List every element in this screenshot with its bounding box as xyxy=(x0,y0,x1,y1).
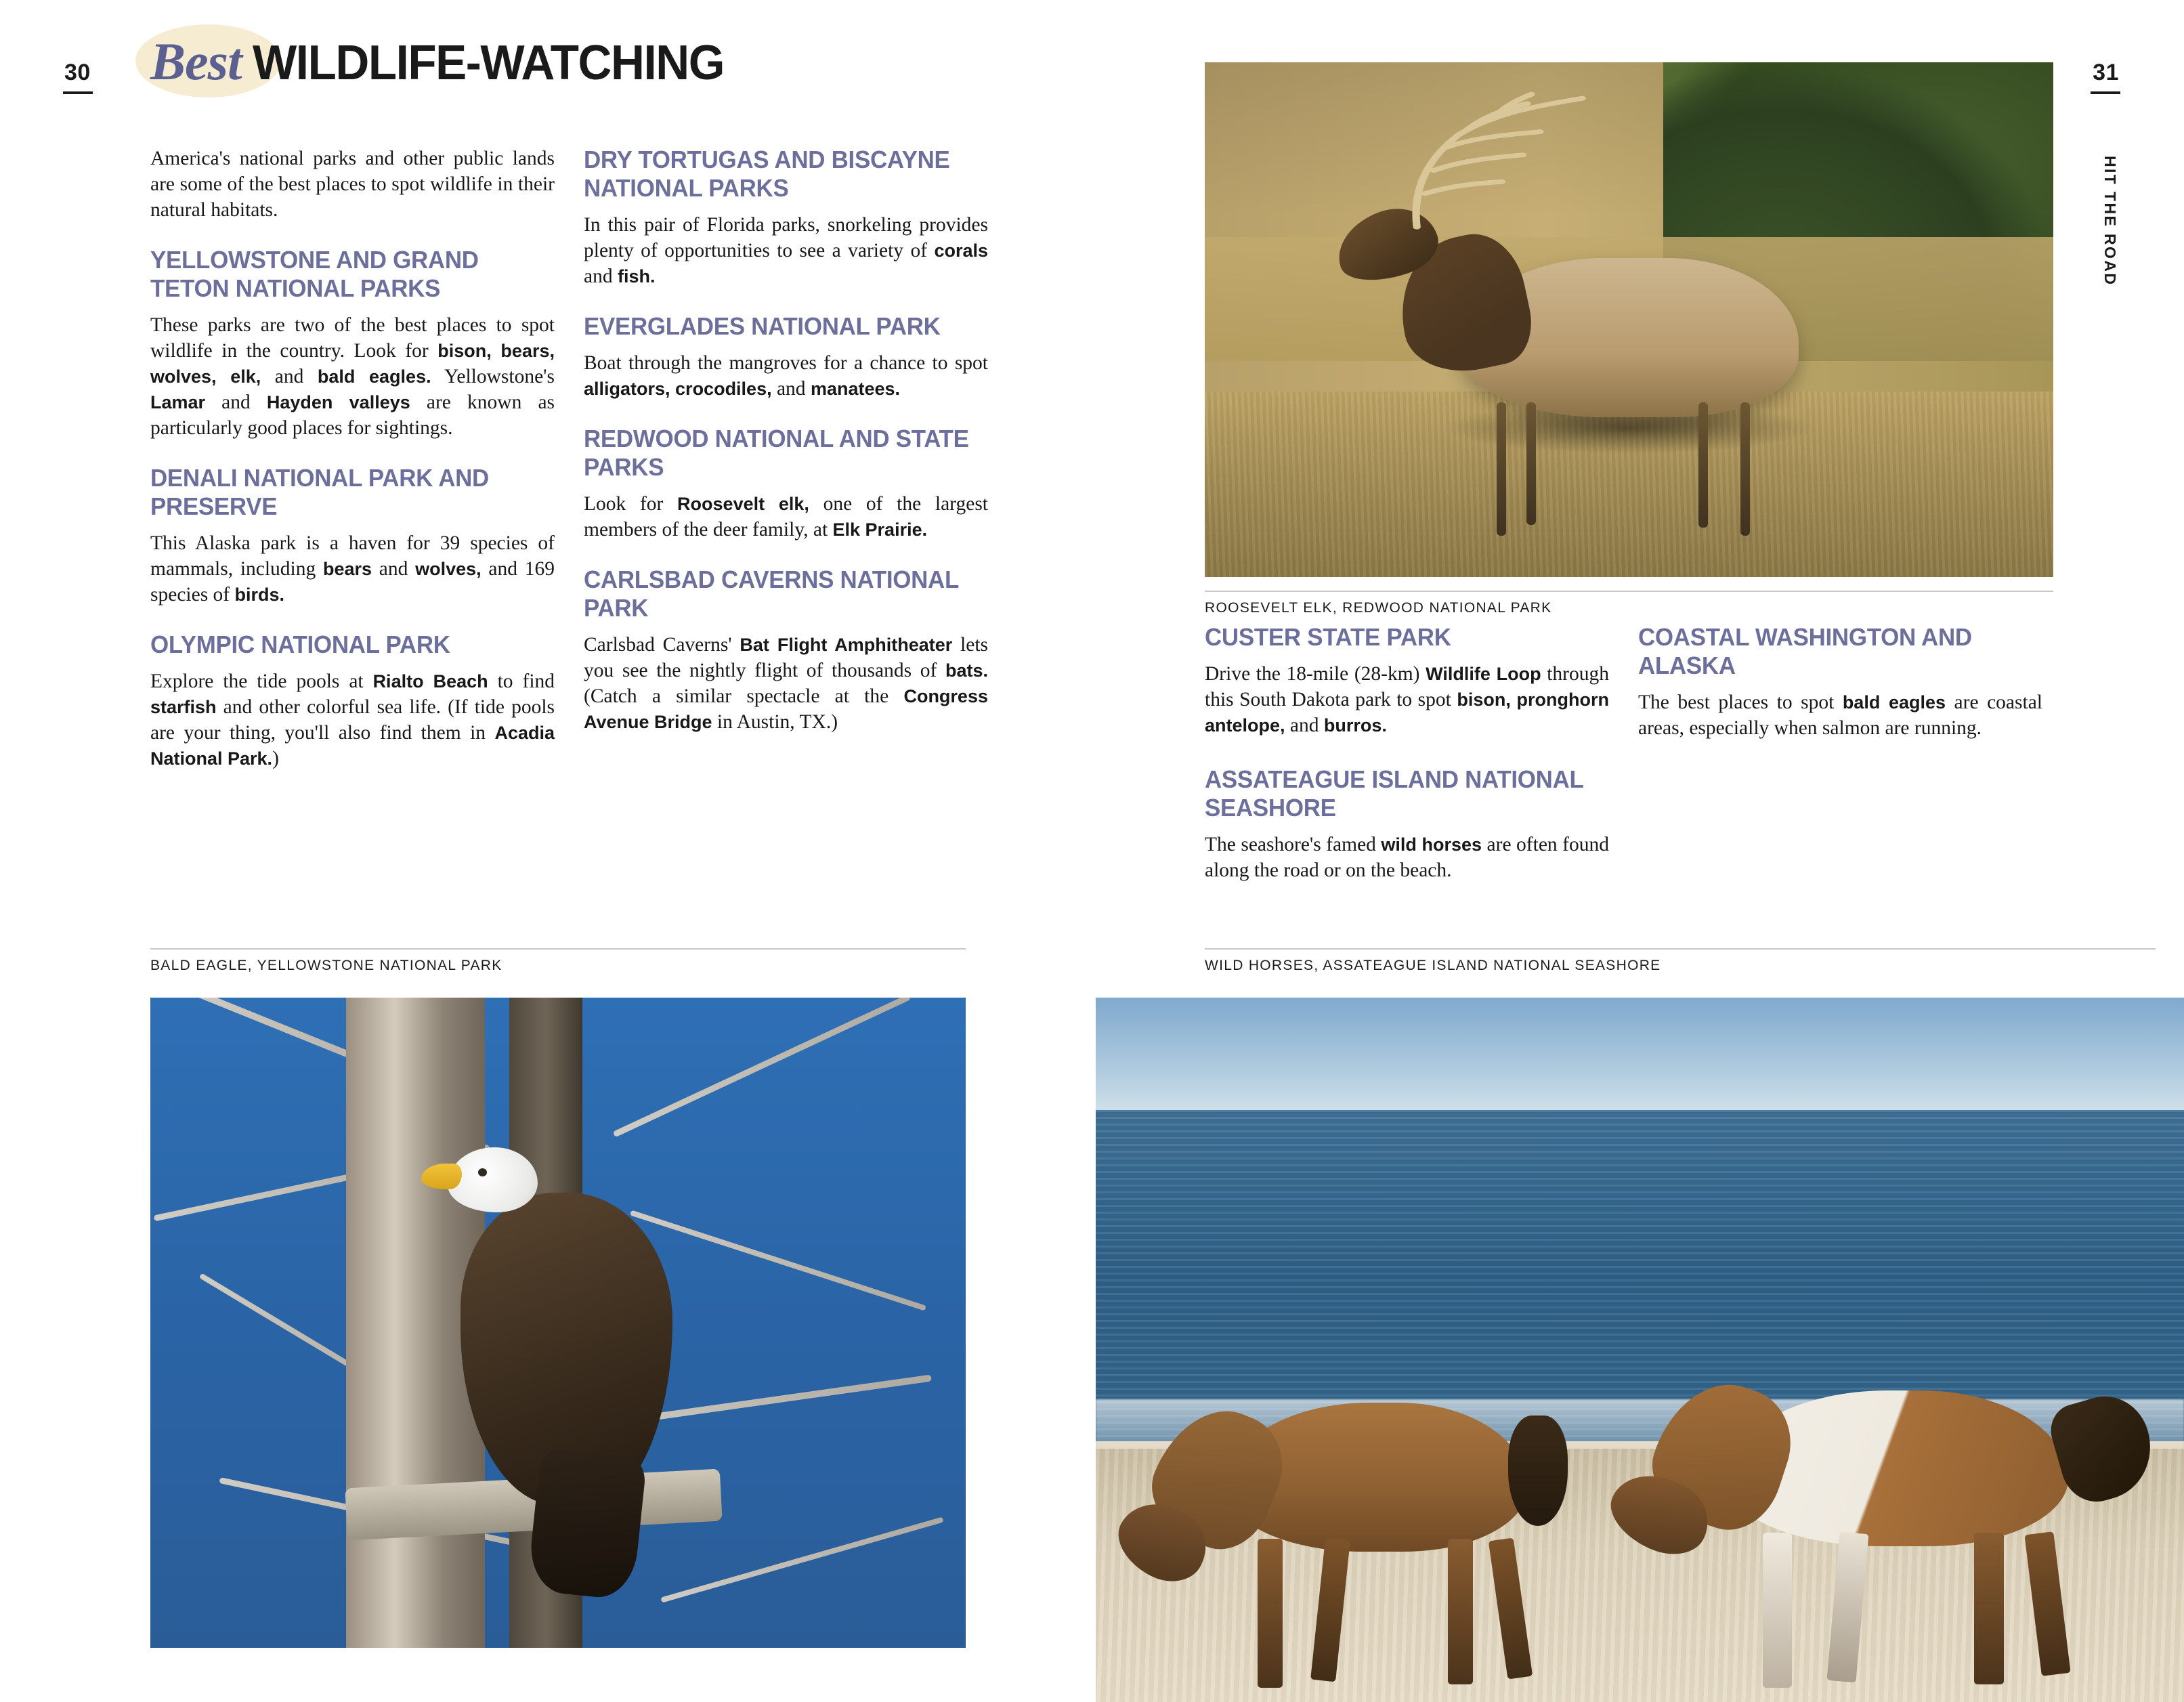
horses-caption: WILD HORSES, ASSATEAGUE ISLAND NATIONAL SEASHORE xyxy=(1205,958,1661,973)
section-body-denali: This Alaska park is a haven for 39 species of mammals, including bears and wolves, and 169 species of birds. xyxy=(150,532,555,605)
elk-antlers xyxy=(1366,88,1621,232)
section-body-yellowstone: These parks are two of the best places to spot wildlife in the country. Look for bison, bears, wolves, elk, and bald eagles. Yellowstone's Lamar and Hayden valleys are known as particularly good places for sightings. xyxy=(150,314,555,439)
caption-rule xyxy=(1205,591,2053,592)
section-body-assateague: The seashore's famed wild horses are often found along the road or on the beach. xyxy=(1205,834,1609,881)
left-column-1 xyxy=(150,146,555,789)
section-heading-yellowstone: YELLOWSTONE AND GRAND TETON NATIONAL PARKS xyxy=(150,246,479,302)
page-number-right: 31 xyxy=(2093,60,2119,85)
left-column-2 xyxy=(584,146,988,752)
section-heading-coastal: COASTAL WASHINGTON AND ALASKA xyxy=(1638,623,1972,679)
section-heading-assateague: ASSATEAGUE ISLAND NATIONAL SEASHORE xyxy=(1205,765,1583,822)
photo-bald-eagle xyxy=(150,998,966,1648)
section-body-carlsbad: Carlsbad Caverns' Bat Flight Amphitheater lets you see the nightly flight of thousands of bats. (Catch a similar spectacle at the Congress Avenue Bridge in Austin, TX.) xyxy=(584,634,988,733)
elk-caption: ROOSEVELT ELK, REDWOOD NATIONAL PARK xyxy=(1205,600,1552,616)
title-italic-word: Best xyxy=(150,32,242,91)
photo-roosevelt-elk xyxy=(1205,62,2053,577)
caption-rule xyxy=(150,948,966,950)
section-body-olympic: Explore the tide pools at Rialto Beach to find starfish and other colorful sea life. (If tide pools are your thing, you'll also find them in Acadia National Park.) xyxy=(150,671,555,769)
page-number-left: 30 xyxy=(64,60,91,85)
sky xyxy=(1096,998,2184,1110)
right-column-2 xyxy=(1638,623,2042,759)
intro-paragraph: America's national parks and other public lands are some of the best places to spot wildlife in their natural habitats. xyxy=(150,148,555,221)
section-heading-olympic: OLYMPIC NATIONAL PARK xyxy=(150,631,450,658)
eagle-caption-block xyxy=(150,948,966,974)
section-body-everglades: Boat through the mangroves for a chance to spot alligators, crocodiles, and manatees. xyxy=(584,352,988,400)
caption-rule xyxy=(1205,948,2156,950)
section-body-custer: Drive the 18-mile (28-km) Wildlife Loop through this South Dakota park to spot bison, pronghorn antelope, and burros. xyxy=(1205,663,1610,736)
page-left xyxy=(0,0,1084,1702)
section-heading-everglades: EVERGLADES NATIONAL PARK xyxy=(584,312,941,340)
running-head: HIT THE ROAD xyxy=(2101,156,2119,286)
section-heading-carlsbad: CARLSBAD CAVERNS NATIONAL PARK xyxy=(584,566,959,622)
page-title xyxy=(150,31,744,106)
elk-legs xyxy=(1484,402,1782,536)
right-column-1 xyxy=(1205,623,1609,901)
section-heading-dry-tortugas: DRY TORTUGAS AND BISCAYNE NATIONAL PARKS xyxy=(584,146,950,202)
elk-caption-block xyxy=(1205,591,2053,616)
section-body-redwood: Look for Roosevelt elk, one of the largest members of the deer family, at Elk Prairie. xyxy=(584,493,988,540)
horse-brown xyxy=(1117,1364,1618,1688)
eagle-eye xyxy=(478,1168,487,1176)
section-heading-denali: DENALI NATIONAL PARK AND PRESERVE xyxy=(150,464,489,520)
section-heading-redwood: REDWOOD NATIONAL AND STATE PARKS xyxy=(584,425,969,481)
horses-caption-block xyxy=(1205,948,2156,974)
title-main-word: WILDLIFE-WATCHING xyxy=(252,36,724,90)
section-body-dry-tortugas: In this pair of Florida parks, snorkeling provides plenty of opportunities to see a variety of corals and fish. xyxy=(584,214,988,287)
photo-wild-horses xyxy=(1096,998,2184,1702)
section-heading-custer: CUSTER STATE PARK xyxy=(1205,623,1451,651)
horse-pinto xyxy=(1575,1350,2162,1688)
section-body-coastal: The best places to spot bald eagles are coastal areas, especially when salmon are running. xyxy=(1638,692,2042,739)
eagle-caption: BALD EAGLE, YELLOWSTONE NATIONAL PARK xyxy=(150,958,502,973)
